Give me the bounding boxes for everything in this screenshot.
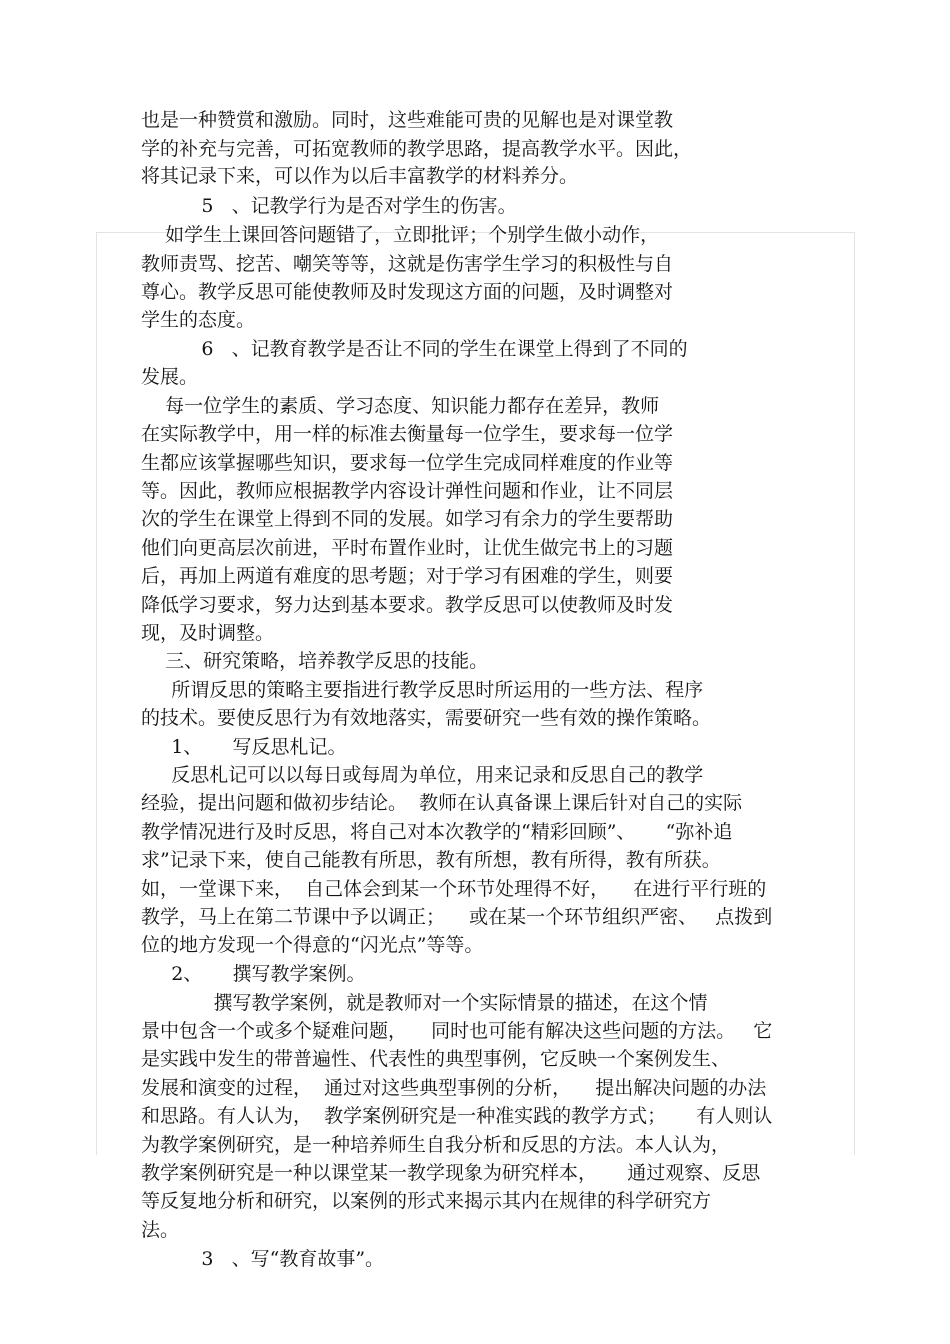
paragraph-line: 次的学生在课堂上得到不同的发展。如学习有余力的学生要帮助 xyxy=(141,508,674,530)
paragraph-line: 经验，提出问题和做初步结论。 教师在认真备课上课后针对自己的实际 xyxy=(141,792,743,814)
paragraph-line: 教学情况进行及时反思，将自己对本次教学的“精彩回顾”、 “弥补追 xyxy=(141,821,733,843)
paragraph-line: 等反复地分析和研究，以案例的形式来揭示其内在规律的科学研究方 xyxy=(141,1190,712,1212)
paragraph-line: 每一位学生的素质、学习态度、知识能力都存在差异，教师 xyxy=(141,395,660,417)
paragraph-line: 尊心。教学反思可能使教师及时发现这方面的问题，及时调整对 xyxy=(141,281,674,303)
paragraph-line: 法。 xyxy=(141,1219,180,1241)
paragraph-line: 如，一堂课下来， 自己体会到某一个环节处理得不好， 在进行平行班的 xyxy=(141,878,767,900)
paragraph-line: 也是一种赞赏和激励。同时，这些难能可贵的见解也是对课堂教 xyxy=(141,109,674,131)
paragraph-line: 景中包含一个或多个疑难问题， 同时也可能有解决这些问题的方法。 它 xyxy=(141,1020,773,1042)
paragraph-line: 发展。 xyxy=(141,366,199,388)
paragraph-line: 现，及时调整。 xyxy=(141,622,275,644)
paragraph-line: 三、研究策略，培养教学反思的技能。 xyxy=(141,650,489,672)
paragraph-line: 发展和演变的过程， 通过对这些典型事例的分析， 提出解决问题的办法 xyxy=(141,1077,767,1099)
paragraph-line: 教学，马上在第二节课中予以调正； 或在某一个环节组织严密、 点拨到 xyxy=(141,906,773,928)
paragraph-line: 在实际教学中，用一样的标准去衡量每一位学生，要求每一位学 xyxy=(141,423,674,445)
paragraph-line: 反思札记可以以每日或每周为单位，用来记录和反思自己的教学 xyxy=(141,764,704,786)
paragraph-line: 降低学习要求，努力达到基本要求。教学反思可以使教师及时发 xyxy=(141,594,674,616)
paragraph-line: 和思路。有人认为， 教学案例研究是一种准实践的教学方式； 有人则认 xyxy=(141,1105,773,1127)
paragraph-line: 位的地方发现一个得意的“闪光点”等等。 xyxy=(141,934,484,956)
paragraph-line: 3 、写“教育故事”。 xyxy=(141,1248,385,1270)
paragraph-line: 生都应该掌握哪些知识，要求每一位学生完成同样难度的作业等 xyxy=(141,452,674,474)
paragraph-line: 他们向更高层次前进，平时布置作业时，让优生做完书上的习题 xyxy=(141,537,674,559)
paragraph-line: 学的补充与完善，可拓宽教师的教学思路，提高教学水平。因此， xyxy=(141,138,693,160)
paragraph-line: 教师责骂、挖苦、嘲笑等等，这就是伤害学生学习的积极性与自 xyxy=(141,253,674,275)
paragraph-line: 撰写教学案例，就是教师对一个实际情景的描述，在这个情 xyxy=(141,992,708,1014)
paragraph-line: 的技术。要使反思行为有效地落实，需要研究一些有效的操作策略。 xyxy=(141,707,712,729)
paragraph-line: 为教学案例研究，是一种培养师生自我分析和反思的方法。本人认为， xyxy=(141,1134,731,1156)
paragraph-line: 1、 写反思札记。 xyxy=(141,736,347,758)
paragraph-line: 学生的态度。 xyxy=(141,309,256,331)
paragraph-line: 5 、记教学行为是否对学生的伤害。 xyxy=(141,195,517,217)
paragraph-line: 将其记录下来，可以作为以后丰富教学的材料养分。 xyxy=(141,165,579,187)
paragraph-line: 求”记录下来，使自己能教有所思，教有所想，教有所得，教有所获。 xyxy=(141,849,721,871)
paragraph-line: 是实践中发生的带普遍性、代表性的典型事例，它反映一个案例发生、 xyxy=(141,1048,731,1070)
paragraph-line: 所谓反思的策略主要指进行教学反思时所运用的一些方法、程序 xyxy=(141,679,704,701)
paragraph-line: 等。因此，教师应根据教学内容设计弹性问题和作业，让不同层 xyxy=(141,480,674,502)
paragraph-line: 后，再加上两道有难度的思考题；对于学习有困难的学生，则要 xyxy=(141,565,674,587)
paragraph-line: 如学生上课回答问题错了，立即批评；个别学生做小动作， xyxy=(141,224,660,246)
paragraph-line: 6 、记教育教学是否让不同的学生在课堂上得到了不同的 xyxy=(141,338,688,360)
paragraph-line: 教学案例研究是一种以课堂某一教学现象为研究样本， 通过观察、反思 xyxy=(141,1162,761,1184)
paragraph-line: 2、 撰写教学案例。 xyxy=(141,963,366,985)
